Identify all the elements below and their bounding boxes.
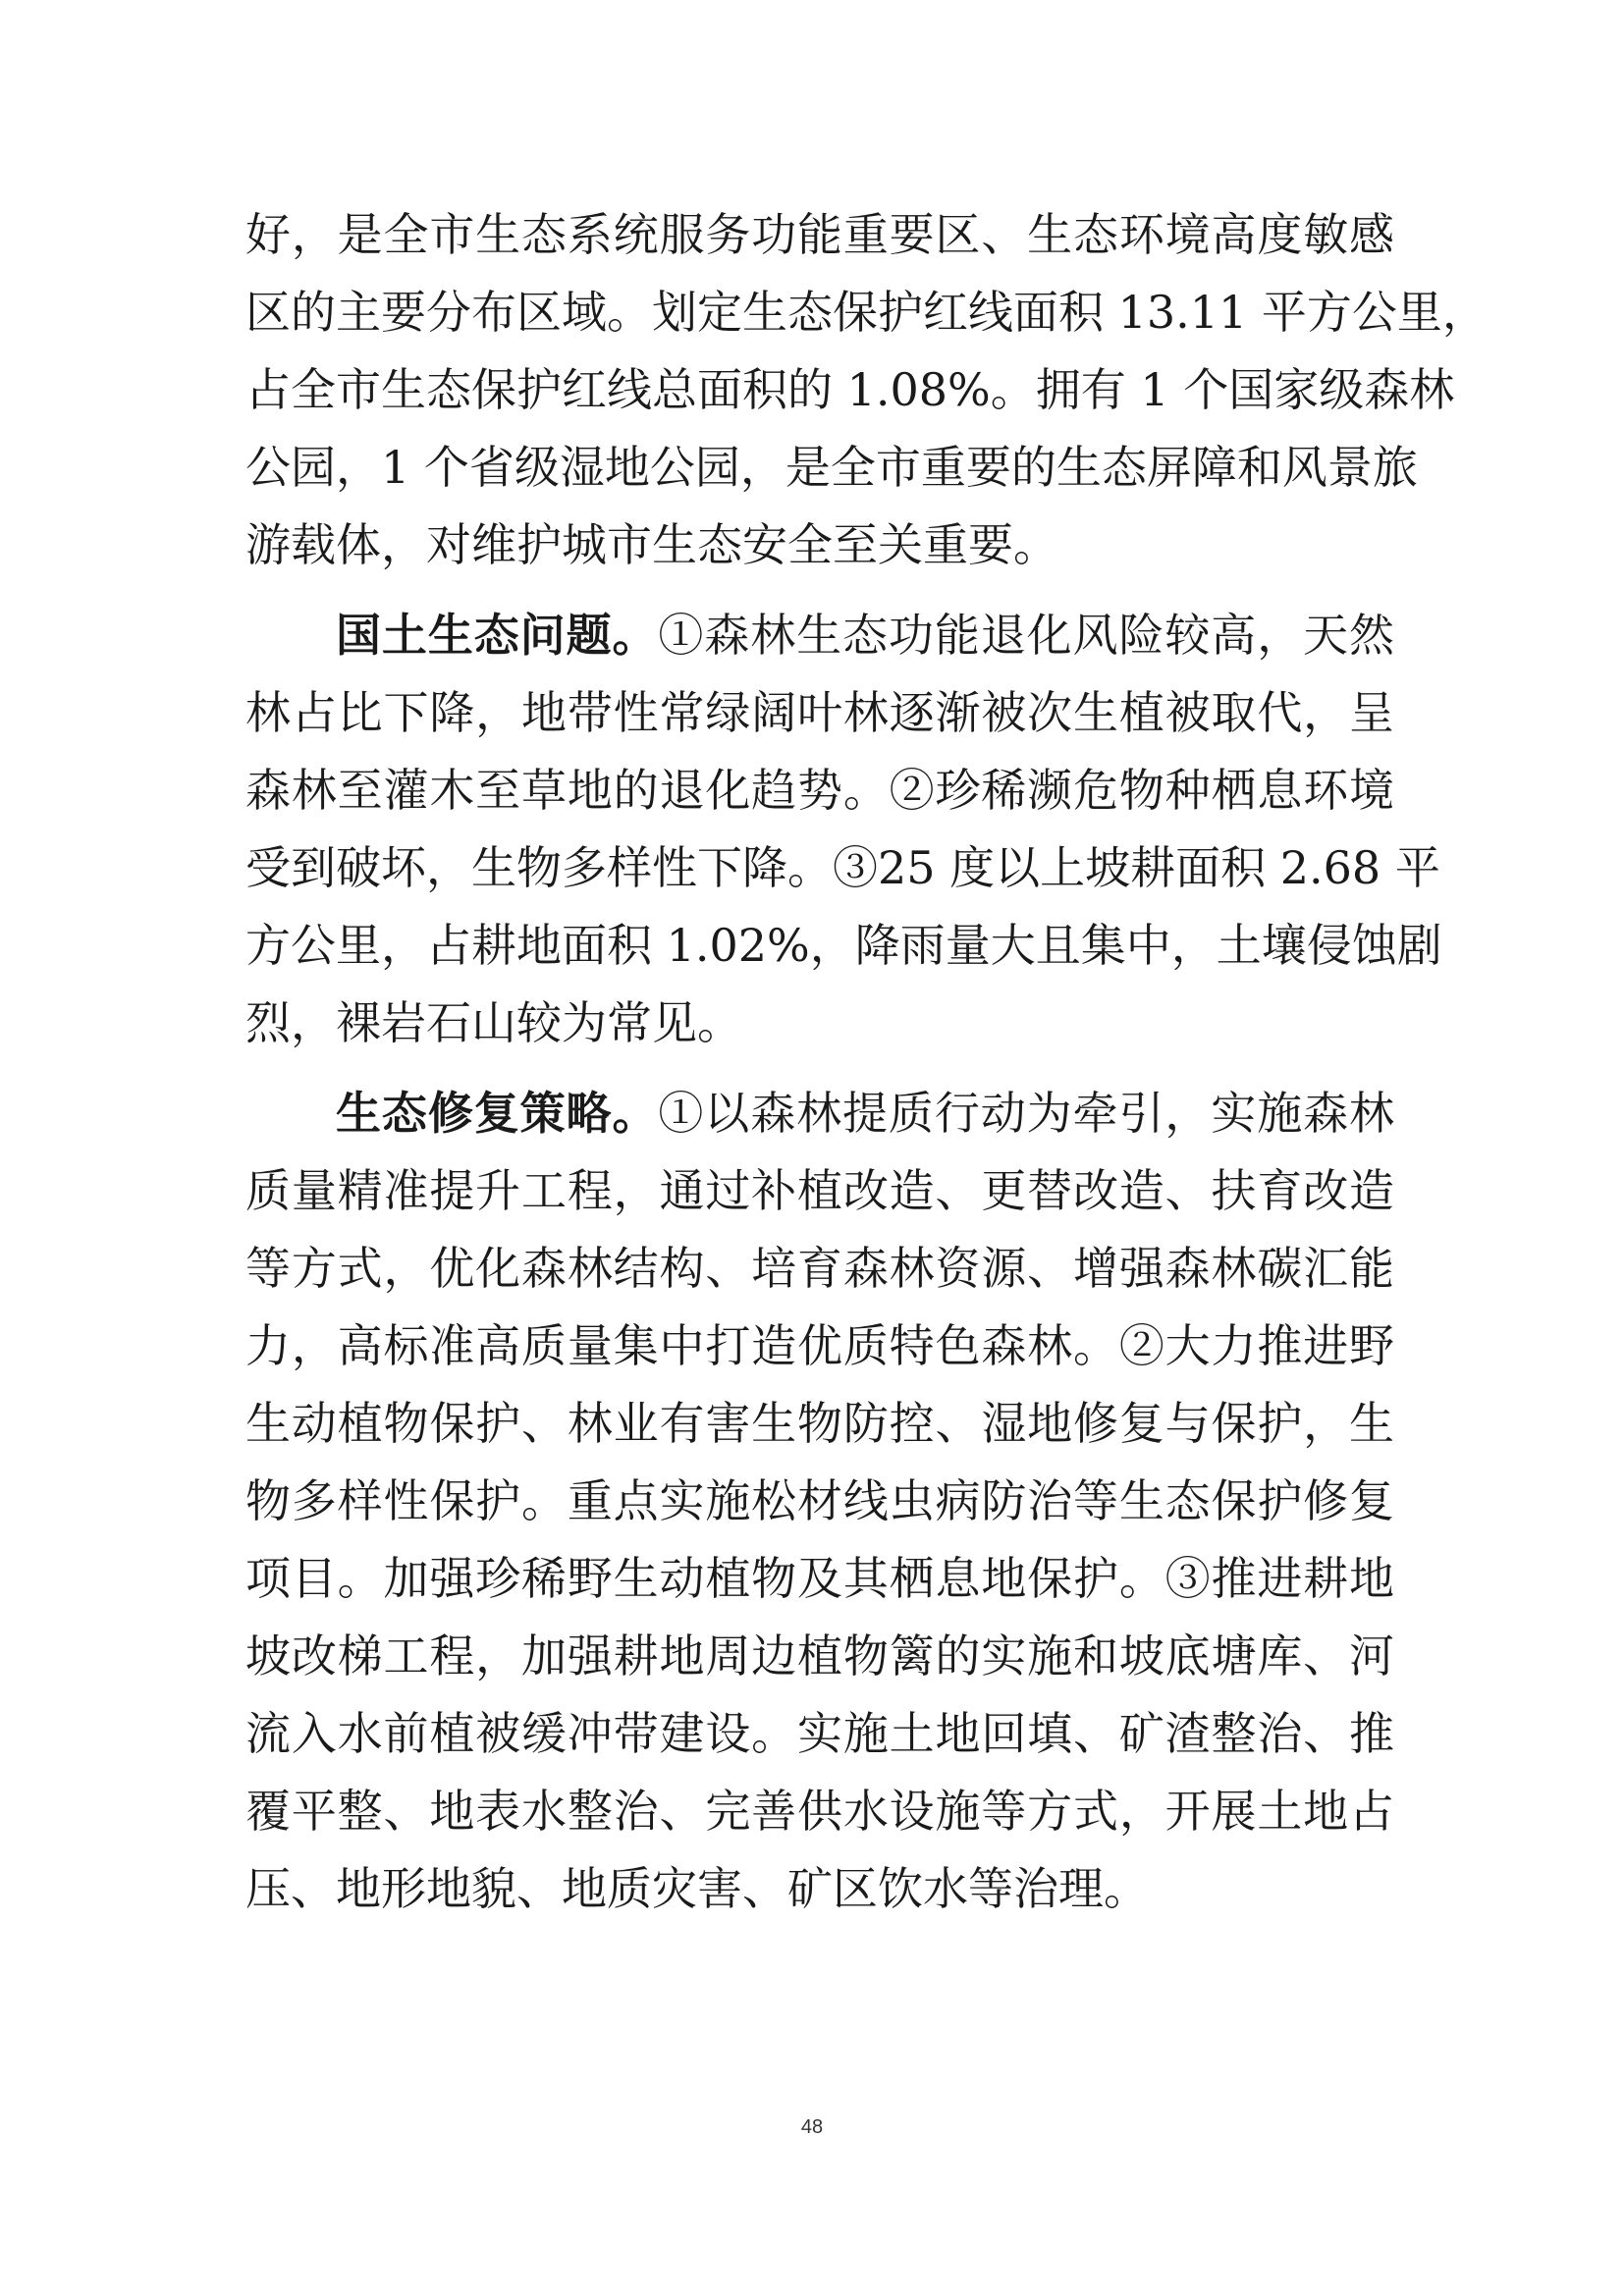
text-line: 游载体，对维护城市生态安全至关重要。: [245, 518, 1058, 571]
text-line: 坡改梯工程，加强耕地周边植物篱的实施和坡底塘库、河: [245, 1629, 1394, 1682]
text-segment: ①以森林提质行动为牵引，实施森林: [658, 1087, 1395, 1140]
text-line: 压、地形地貌、地质灾害、矿区饮水等治理。: [245, 1862, 1149, 1915]
document-body: [245, 196, 1488, 1928]
text-line: 力，高标准高质量集中打造优质特色森林。②大力推进野: [245, 1319, 1394, 1372]
text-line: [245, 1075, 1394, 1152]
text-line: 受到破坏，生物多样性下降。③25 度以上坡耕面积 2.68 平: [245, 841, 1440, 894]
text-line: 生动植物保护、林业有害生物防控、湿地修复与保护，生: [245, 1397, 1394, 1450]
page-number: 48: [800, 2116, 824, 2138]
paragraph-intro: [245, 196, 1488, 584]
text-line: 等方式，优化森林结构、培育森林资源、增强森林碳汇能: [245, 1242, 1394, 1295]
paragraph-heading: 国土生态问题。: [336, 609, 659, 662]
text-line: 森林至灌木至草地的退化趋势。②珍稀濒危物种栖息环境: [245, 764, 1394, 817]
text-line: 物多样性保护。重点实施松材线虫病防治等生态保护修复: [245, 1474, 1394, 1527]
text-line: 项目。加强珍稀野生动植物及其栖息地保护。③推进耕地: [245, 1552, 1394, 1605]
text-line: 方公里，占耕地面积 1.02%，降雨量大且集中，土壤侵蚀剧: [245, 919, 1442, 972]
text-line: 区的主要分布区域。划定生态保护红线面积 13.11 平方公里，: [245, 286, 1488, 339]
text-line: 烈，裸岩石山较为常见。: [245, 996, 742, 1049]
text-line: 流入水前植被缓冲带建设。实施土地回填、矿渣整治、推: [245, 1707, 1394, 1760]
text-line: 林占比下降，地带性常绿阔叶林逐渐被次生植被取代，呈: [245, 686, 1394, 739]
text-segment: ①森林生态功能退化风险较高，天然: [658, 609, 1395, 662]
paragraph-ecological-problems: [245, 597, 1442, 1062]
paragraph-restoration-strategy: [245, 1075, 1394, 1928]
paragraph-heading: 生态修复策略。: [336, 1087, 659, 1140]
text-line: 覆平整、地表水整治、完善供水设施等方式，开展土地占: [245, 1785, 1394, 1838]
text-line: 好，是全市生态系统服务功能重要区、生态环境高度敏感: [245, 208, 1394, 261]
text-line: 质量精准提升工程，通过补植改造、更替改造、扶育改造: [245, 1164, 1394, 1217]
text-line: 公园，1 个省级湿地公园，是全市重要的生态屏障和风景旅: [245, 441, 1418, 494]
text-line: [245, 597, 1394, 674]
text-line: 占全市生态保护红线总面积的 1.08%。拥有 1 个国家级森林: [245, 363, 1455, 416]
